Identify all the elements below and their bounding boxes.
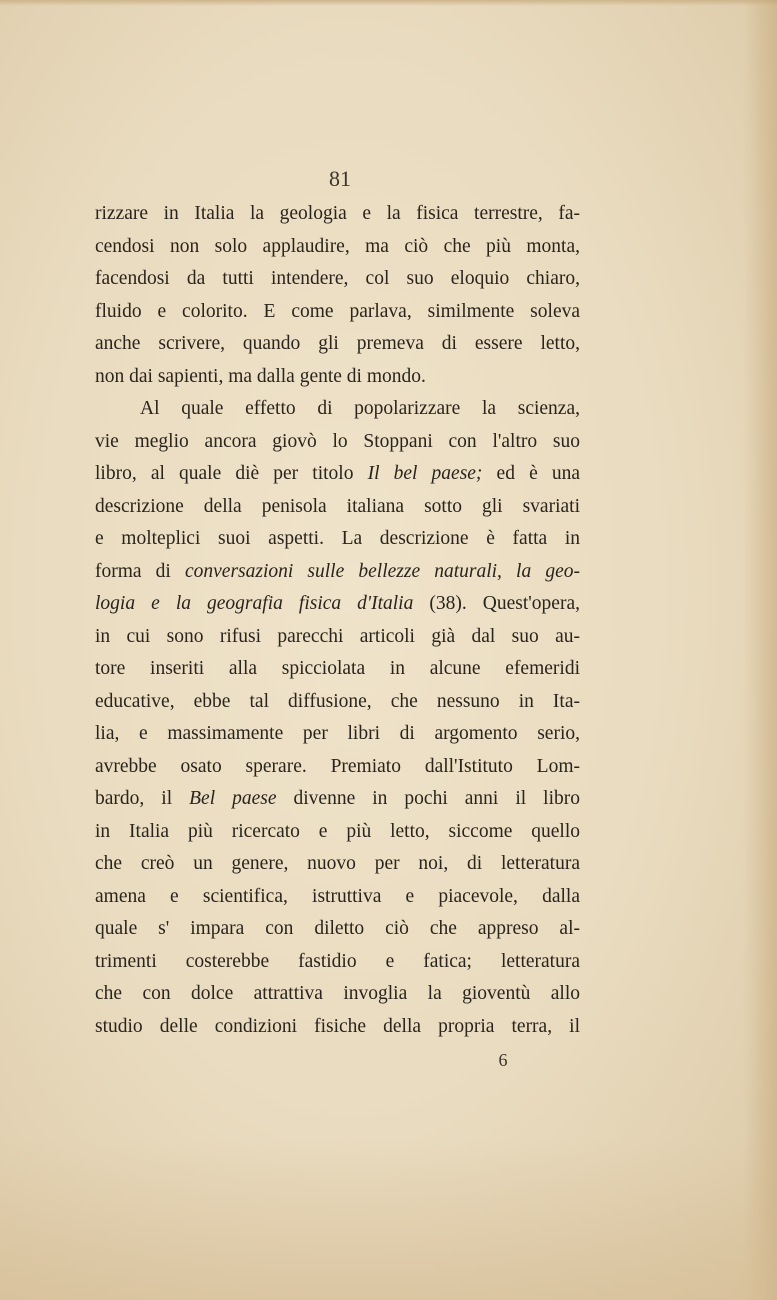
text-line: rizzare in Italia la geologia e la fisica terrestre, fa-	[95, 203, 580, 224]
body-text	[95, 198, 580, 1043]
text-fragment: forma di	[95, 560, 185, 582]
text-line	[95, 458, 580, 491]
page-bottom-shade	[0, 1140, 777, 1300]
text-line: e molteplici suoi aspetti. La descrizione è fatta in	[95, 528, 580, 549]
text-line: lia, e massimamente per libri di argomento serio,	[95, 723, 580, 744]
text-fragment: libro, al quale diè per titolo	[95, 463, 368, 484]
text-line	[95, 783, 580, 816]
book-title-italic: Bel paese	[189, 788, 277, 809]
text-line: studio delle condizioni fisiche della propria terra, il	[95, 1015, 580, 1037]
subtitle-italic: conversazioni sulle bellezze naturali, la geo-	[184, 560, 580, 582]
page-number: 81	[329, 166, 351, 191]
text-line: in cui sono rifusi parecchi articoli già dal suo au-	[95, 625, 580, 647]
signature-mark: 6	[498, 1050, 508, 1070]
text-line: amena e scientifica, istruttiva e piacevole, dalla	[95, 885, 580, 907]
text-line: avrebbe osato sperare. Premiato dall'Istituto Lom-	[95, 755, 580, 777]
text-line: in Italia più ricercato e più letto, siccome quello	[95, 820, 580, 842]
text-fragment: divenne in pochi anni il libro	[276, 788, 580, 809]
text-line: descrizione della penisola italiana sotto gli svariati	[95, 495, 580, 517]
text-line: anche scrivere, quando gli premeva di essere letto,	[95, 333, 580, 354]
text-line	[95, 588, 580, 621]
text-fragment: bardo, il	[95, 788, 190, 809]
text-line: educative, ebbe tal diffusione, che nessuno in Ita-	[95, 690, 580, 712]
text-line: facendosi da tutti intendere, col suo eloquio chiaro,	[95, 268, 580, 289]
text-line: vie meglio ancora giovò lo Stoppani con l'altro suo	[95, 430, 580, 452]
text-line	[95, 556, 580, 589]
text-line: non dai sapienti, ma dalla gente di mondo.	[95, 365, 426, 387]
subtitle-italic: logia e la geografia fisica d'Italia	[95, 593, 414, 614]
book-title-italic: Il bel paese;	[367, 463, 483, 484]
text-line: fluido e colorito. E come parlava, similmente soleva	[95, 300, 580, 322]
text-line: cendosi non solo applaudire, ma ciò che più monta,	[95, 235, 580, 257]
paragraph-start-line: Al quale effetto di popolarizzare la scienza,	[140, 398, 580, 419]
page-top-edge	[0, 0, 777, 6]
page-right-shadow	[743, 0, 777, 1300]
text-fragment: (38). Quest'opera,	[413, 593, 580, 614]
text-line: che con dolce attrattiva invoglia la gioventù allo	[95, 983, 580, 1004]
text-line: tore inseriti alla spicciolata in alcune efemeridi	[95, 658, 580, 679]
text-line: quale s' impara con diletto ciò che appreso al-	[95, 918, 580, 939]
text-fragment: ed è una	[482, 463, 580, 484]
text-line: trimenti costerebbe fastidio e fatica; letteratura	[95, 950, 580, 972]
text-line: che creò un genere, nuovo per noi, di letteratura	[95, 853, 580, 874]
